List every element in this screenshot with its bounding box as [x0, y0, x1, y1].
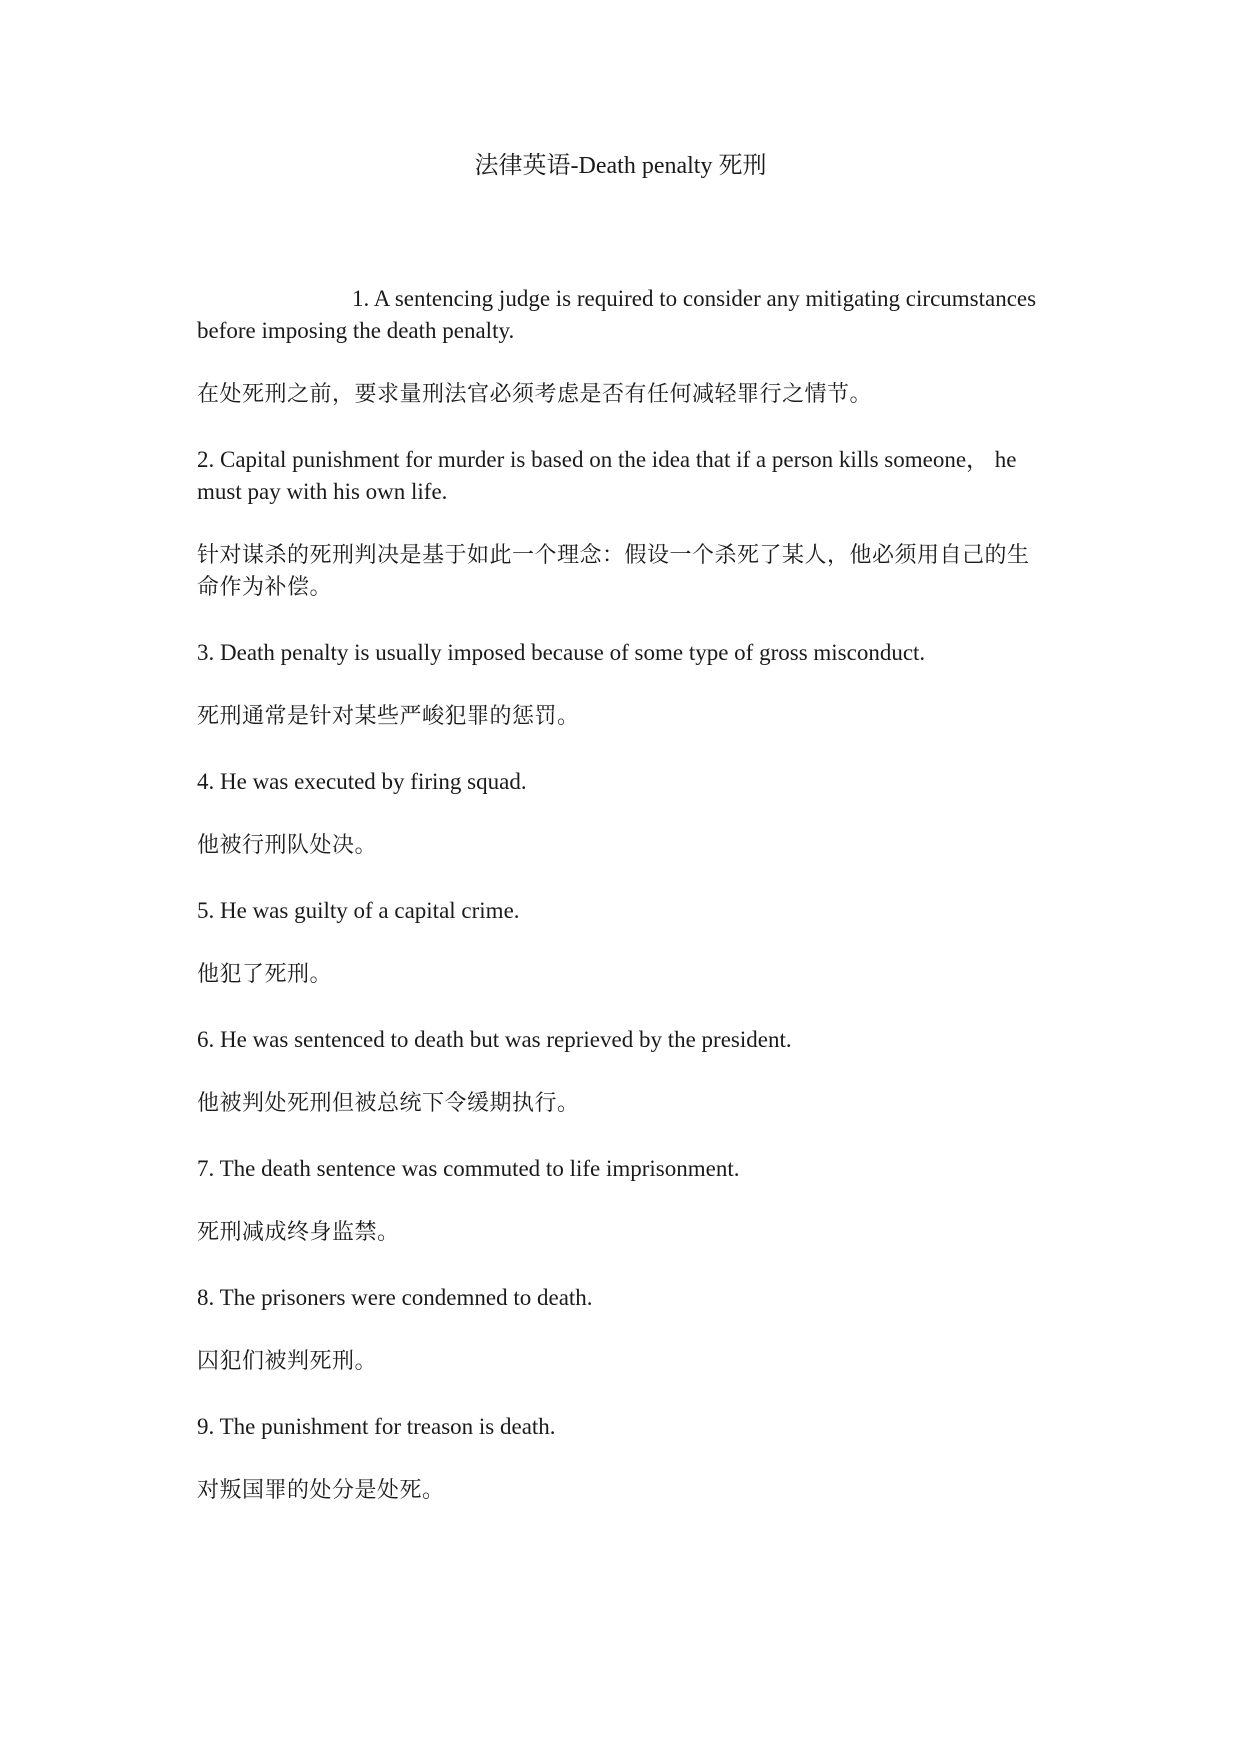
sentence-en-3: 3. Death penalty is usually imposed because of some type of gross misconduct.	[197, 640, 926, 665]
sentence-zh-4: 他被行刑队处决。	[197, 833, 378, 858]
sentence-en-6: 6. He was sentenced to death but was reprieved by the president.	[197, 1027, 792, 1052]
sentence-en-2: 2. Capital punishment for murder is based on the idea that if a person kills someone， he must pay with his own life.	[197, 447, 1017, 504]
sentence-zh-7: 死刑减成终身监禁。	[197, 1220, 400, 1245]
sentence-zh-3: 死刑通常是针对某些严峻犯罪的惩罚。	[197, 704, 580, 729]
sentence-en-9: 9. The punishment for treason is death.	[197, 1414, 556, 1439]
sentence-zh-5: 他犯了死刑。	[197, 962, 333, 987]
sentence-en-4: 4. He was executed by firing squad.	[197, 769, 527, 794]
sentence-en-8: 8. The prisoners were condemned to death.	[197, 1285, 593, 1310]
sentence-zh-6: 他被判处死刑但被总统下令缓期执行。	[197, 1091, 580, 1116]
sentence-en-1: 1. A sentencing judge is required to consider any mitigating circumstances before imposing the death penalty.	[197, 286, 1037, 343]
sentence-zh-2: 针对谋杀的死刑判决是基于如此一个理念：假设一个杀死了某人，他必须用自己的生命作为补偿。	[197, 543, 1030, 600]
sentence-zh-8: 囚犯们被判死刑。	[197, 1349, 378, 1374]
sentence-en-5: 5. He was guilty of a capital crime.	[197, 898, 520, 923]
sentence-zh-9: 对叛国罪的处分是处死。	[197, 1478, 445, 1503]
document-title: 法律英语-Death penalty 死刑	[474, 153, 767, 179]
sentence-zh-1: 在处死刑之前，要求量刑法官必须考虑是否有任何减轻罪行之情节。	[197, 382, 873, 407]
document-body	[197, 283, 1037, 1507]
sentence-en-7: 7. The death sentence was commuted to life imprisonment.	[197, 1156, 740, 1181]
